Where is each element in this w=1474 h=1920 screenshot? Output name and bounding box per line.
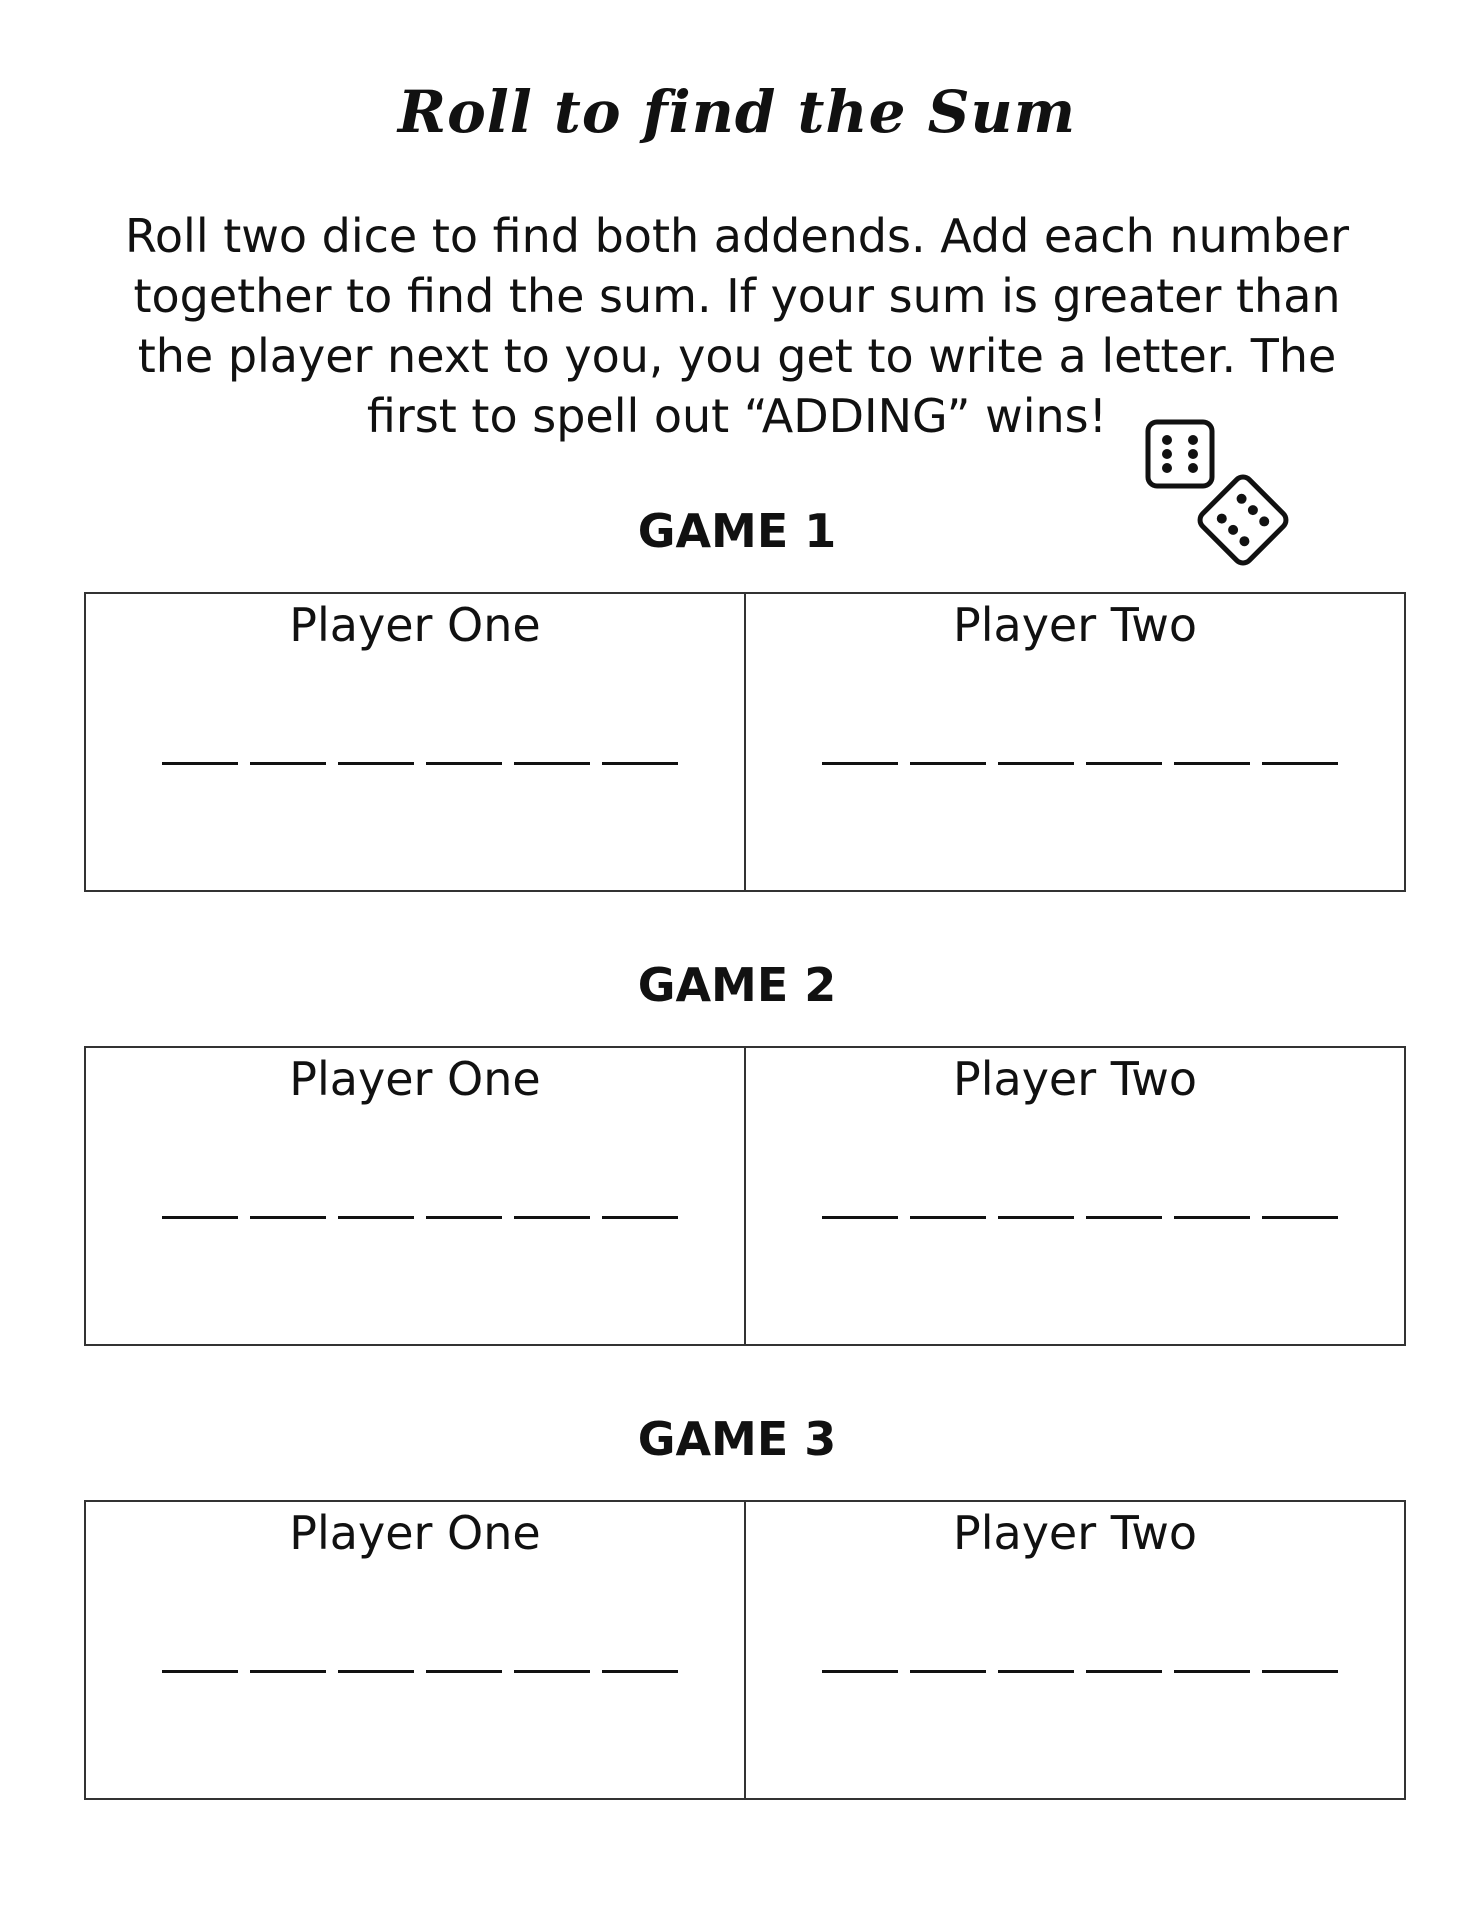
letter-blank[interactable]	[910, 762, 986, 765]
letter-blank[interactable]	[822, 762, 898, 765]
letter-blanks	[822, 1670, 1338, 1673]
player-two-label: Player Two	[952, 598, 1197, 652]
letter-blanks	[822, 1216, 1338, 1219]
player-one-label: Player One	[289, 1052, 541, 1106]
game-3-heading: GAME 3	[637, 1412, 837, 1466]
letter-blank[interactable]	[602, 1216, 678, 1219]
player-two-label: Player Two	[952, 1506, 1197, 1560]
game-3-player-two-cell[interactable]	[744, 1502, 1404, 1798]
letter-blanks	[162, 1216, 678, 1219]
letter-blank[interactable]	[822, 1216, 898, 1219]
letter-blank[interactable]	[910, 1670, 986, 1673]
letter-blank[interactable]	[1086, 762, 1162, 765]
letter-blank[interactable]	[250, 1216, 326, 1219]
letter-blank[interactable]	[910, 1216, 986, 1219]
letter-blank[interactable]	[514, 1216, 590, 1219]
letter-blank[interactable]	[426, 762, 502, 765]
letter-blank[interactable]	[162, 762, 238, 765]
letter-blank[interactable]	[426, 1216, 502, 1219]
letter-blank[interactable]	[162, 1216, 238, 1219]
game-2-player-two-cell[interactable]	[744, 1048, 1404, 1344]
player-one-label: Player One	[289, 1506, 541, 1560]
letter-blank[interactable]	[1262, 762, 1338, 765]
letter-blanks	[162, 762, 678, 765]
letter-blank[interactable]	[822, 1670, 898, 1673]
letter-blank[interactable]	[998, 762, 1074, 765]
worksheet-title: Roll to find the Sum	[397, 78, 1077, 146]
player-one-label: Player One	[289, 598, 541, 652]
letter-blank[interactable]	[1262, 1216, 1338, 1219]
game-2-heading: GAME 2	[637, 958, 837, 1012]
game-1-player-two-cell[interactable]	[744, 594, 1404, 890]
letter-blank[interactable]	[514, 762, 590, 765]
letter-blanks	[822, 762, 1338, 765]
letter-blank[interactable]	[1086, 1670, 1162, 1673]
game-2-player-one-cell[interactable]	[86, 1048, 744, 1344]
letter-blank[interactable]	[426, 1670, 502, 1673]
letter-blank[interactable]	[602, 1670, 678, 1673]
game-1-heading: GAME 1	[637, 504, 837, 558]
letter-blank[interactable]	[250, 1670, 326, 1673]
letter-blank[interactable]	[1262, 1670, 1338, 1673]
game-3-player-one-cell[interactable]	[86, 1502, 744, 1798]
letter-blank[interactable]	[1174, 762, 1250, 765]
letter-blank[interactable]	[338, 1670, 414, 1673]
letter-blank[interactable]	[1086, 1216, 1162, 1219]
game-1-table	[84, 592, 1406, 892]
letter-blanks	[162, 1670, 678, 1673]
letter-blank[interactable]	[1174, 1670, 1250, 1673]
letter-blank[interactable]	[998, 1670, 1074, 1673]
game-1-player-one-cell[interactable]	[86, 594, 744, 890]
letter-blank[interactable]	[998, 1216, 1074, 1219]
letter-blank[interactable]	[338, 1216, 414, 1219]
letter-blank[interactable]	[250, 762, 326, 765]
game-2-table	[84, 1046, 1406, 1346]
letter-blank[interactable]	[514, 1670, 590, 1673]
letter-blank[interactable]	[338, 762, 414, 765]
game-3-table	[84, 1500, 1406, 1800]
letter-blank[interactable]	[602, 762, 678, 765]
letter-blank[interactable]	[162, 1670, 238, 1673]
player-two-label: Player Two	[952, 1052, 1197, 1106]
instructions-text: Roll two dice to find both addends. Add each number together to find the sum. If your sum is greater than the player next to you, you get to write a letter. The first to spell out “ADDING” wins!	[125, 209, 1349, 443]
letter-blank[interactable]	[1174, 1216, 1250, 1219]
